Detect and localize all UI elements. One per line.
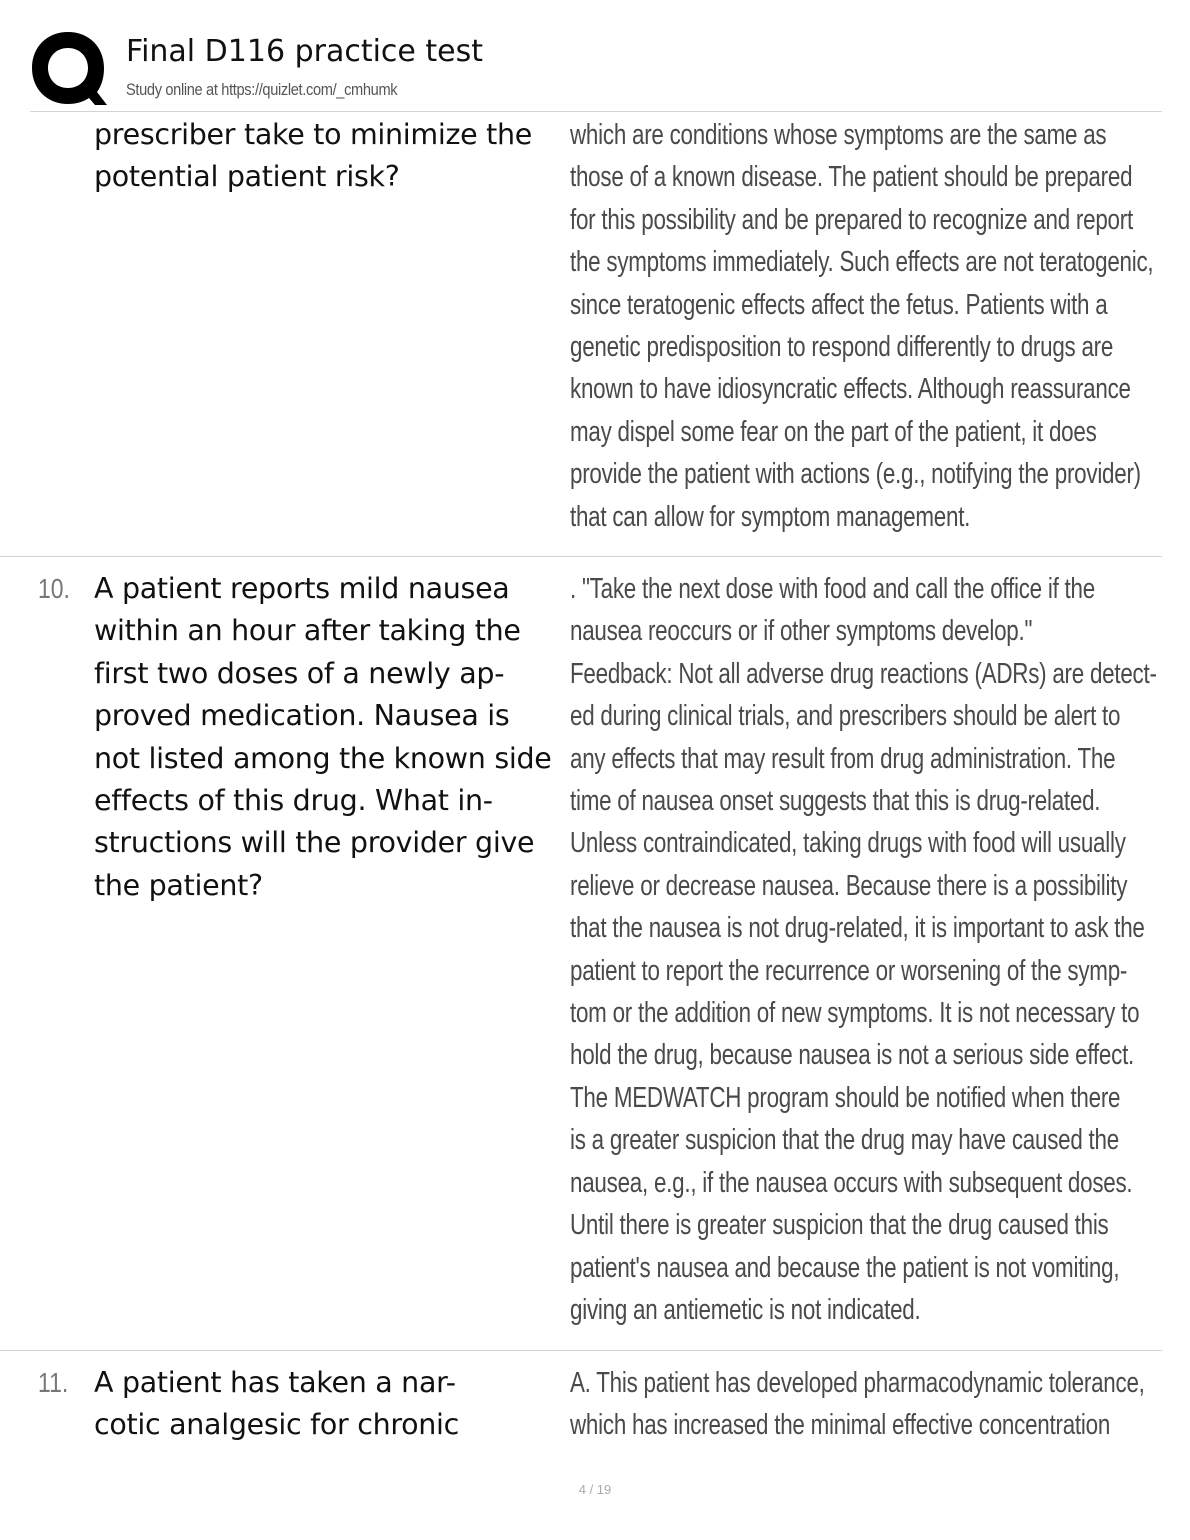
definition-line: for this possibility and be prepared to recognize and report: [570, 203, 1133, 236]
card-term: [94, 114, 564, 199]
definition-line: patient to report the recurrence or worsening of the symp-: [570, 954, 1128, 987]
definition-line: giving an antiemetic is not indicated.: [570, 1293, 921, 1326]
definition-line: Unless contraindicated, taking drugs with food will usually: [570, 827, 1126, 860]
definition-line: which has increased the minimal effective concentration: [570, 1409, 1111, 1442]
header-divider: [30, 111, 1162, 112]
definition-line: genetic predisposition to respond differently to drugs are: [570, 331, 1114, 364]
card-definition: [570, 568, 1190, 1331]
page-number: 4 / 19: [578, 1482, 612, 1497]
definition-line: is a greater suspicion that the drug may have caused the: [570, 1124, 1119, 1157]
definition-line: Feedback: Not all adverse drug reactions (ADRs) are detect-: [570, 657, 1157, 690]
definition-line: known to have idiosyncratic effects. Although reassurance: [570, 373, 1131, 406]
definition-line: ed during clinical trials, and prescribers should be alert to: [570, 700, 1121, 733]
definition-line: relieve or decrease nausea. Because there is a possibility: [570, 869, 1128, 902]
definition-line: hold the drug, because nausea is not a serious side effect.: [570, 1039, 1135, 1072]
card-number: 11.: [38, 1367, 69, 1398]
definition-line: Until there is greater suspicion that the drug caused this: [570, 1209, 1109, 1242]
card-definition: [570, 114, 1190, 538]
definition-line: the symptoms immediately. Such effects are not teratogenic,: [570, 246, 1154, 279]
definition-line: may dispel some fear on the part of the patient, it does: [570, 415, 1097, 448]
page-title: Final D116 practice test: [126, 34, 484, 69]
definition-line: time of nausea onset suggests that this is drug-related.: [570, 785, 1101, 818]
card-term: [94, 1362, 564, 1447]
definition-line: that can allow for symptom management.: [570, 500, 971, 533]
definition-line: since teratogenic effects affect the fetus. Patients with a: [570, 288, 1108, 321]
definition-line: those of a known disease. The patient should be prepared: [570, 161, 1133, 194]
term-line: A patient reports mild nausea: [94, 572, 510, 605]
term-line: the patient?: [94, 868, 263, 902]
definition-line: A. This patient has developed pharmacodynamic tolerance,: [570, 1367, 1145, 1399]
definition-line: nausea, e.g., if the nausea occurs with subsequent doses.: [570, 1166, 1133, 1199]
term-line: prescriber take to minimize the: [94, 118, 533, 151]
term-line: potential patient risk?: [94, 160, 400, 194]
term-line: not listed among the known side: [94, 741, 552, 775]
definition-line: which are conditions whose symptoms are the same as: [570, 119, 1107, 151]
definition-line: that the nausea is not drug-related, it is important to ask the: [570, 912, 1145, 945]
definition-line: The MEDWATCH program should be notified when there: [570, 1081, 1121, 1114]
quizlet-q-logo-icon: [30, 30, 108, 108]
definition-line: . "Take the next dose with food and call the office if the: [570, 573, 1095, 605]
card-definition: [570, 1362, 1190, 1447]
term-line: proved medication. Nausea is: [94, 699, 510, 733]
definition-line: any effects that may result from drug administration. The: [570, 742, 1116, 775]
term-line: effects of this drug. What in-: [94, 784, 493, 818]
card-number: 10.: [38, 573, 70, 604]
definition-line: tom or the addition of new symptoms. It is not necessary to: [570, 997, 1140, 1030]
definition-line: patient's nausea and because the patient is not vomiting,: [570, 1251, 1120, 1284]
study-online-link[interactable]: Study online at https://quizlet.com/_cmhumk: [126, 80, 398, 99]
term-line: first two doses of a newly ap-: [94, 656, 505, 690]
page-header: [0, 0, 1190, 112]
definition-line: nausea reoccurs or if other symptoms develop.": [570, 615, 1033, 648]
term-line: cotic analgesic for chronic: [94, 1408, 460, 1442]
term-line: within an hour after taking the: [94, 614, 521, 648]
card-divider: [0, 556, 1162, 557]
card-divider: [0, 1350, 1162, 1351]
term-line: structions will the provider give: [94, 826, 535, 860]
term-line: A patient has taken a nar-: [94, 1366, 456, 1399]
card-term: [94, 568, 564, 907]
definition-line: provide the patient with actions (e.g., notifying the provider): [570, 458, 1141, 491]
